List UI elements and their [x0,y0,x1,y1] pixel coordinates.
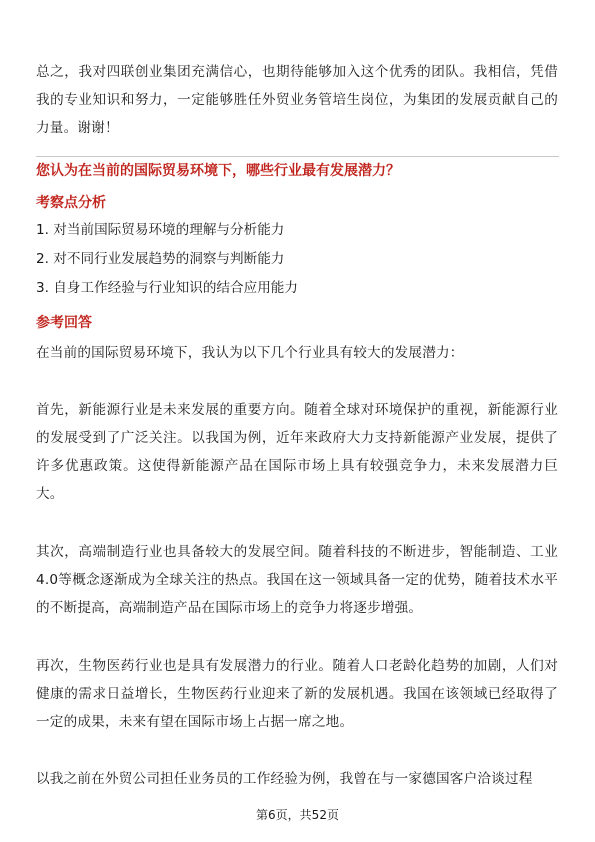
analysis-point: 2. 对不同行业发展趋势的洞察与判断能力 [36,251,285,267]
answer-paragraph: 其次，高端制造行业也具备较大的发展空间。随着科技的不断进步，智能制造、工业4.0等概念逐渐成为全球关注的热点。我国在这一领域具备一定的优势，随着技术水平的不断提高，高端制造产品在国际市场上的竞争力将逐步增强。 [36,544,558,616]
interview-question: 您认为在当前的国际贸易环境下，哪些行业最有发展潜力？ [36,163,400,179]
answer-paragraph: 首先，新能源行业是未来发展的重要方向。随着全球对环境保护的重视，新能源行业的发展受到了广泛关注。以我国为例，近年来政府大力支持新能源产业发展，提供了许多优惠政策。这使得新能源产品在国际市场上具有较强竞争力，未来发展潜力巨大。 [36,402,558,502]
page-number: 第6页，共52页 [256,808,339,822]
answer-lead: 在当前的国际贸易环境下，我认为以下几个行业具有较大的发展潜力： [36,345,464,361]
answer-paragraph: 再次，生物医药行业也是具有发展潜力的行业。随着人口老龄化趋势的加剧，人们对健康的需求日益增长，生物医药行业迎来了新的发展机遇。我国在该领域已经取得了一定的成果，未来有望在国际市场上占据一席之地。 [36,658,558,730]
analysis-point: 3. 自身工作经验与行业知识的结合应用能力 [36,280,298,296]
analysis-point: 1. 对当前国际贸易环境的理解与分析能力 [36,222,285,238]
section-divider [36,156,559,157]
intro-paragraph: 总之，我对四联创业集团充满信心，也期待能够加入这个优秀的团队。我相信，凭借我的专业知识和努力，一定能够胜任外贸业务管培生岗位，为集团的发展贡献自己的力量。谢谢！ [36,64,558,136]
analysis-heading: 考察点分析 [36,195,106,211]
answer-paragraph: 以我之前在外贸公司担任业务员的工作经验为例，我曾在与一家德国客户洽谈过程 [36,771,533,787]
answer-heading: 参考回答 [36,315,92,331]
